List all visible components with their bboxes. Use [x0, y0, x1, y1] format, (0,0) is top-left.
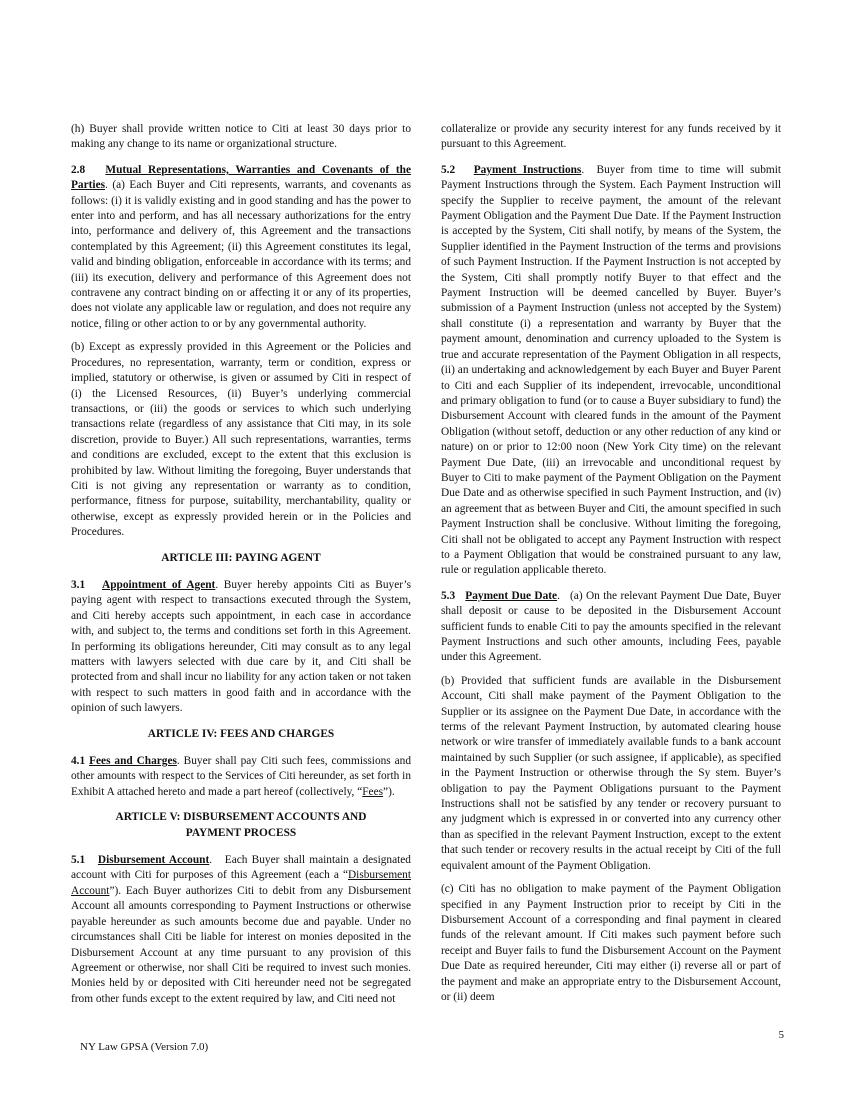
section-5-1: 5.1 Disbursement Account. Each Buyer shall maintain a designated account with Citi for purposes of this Agreement (each a “Disbursement Account”). Each Buyer authorizes Citi to debit from any Disbursement Account all amounts corresponding to Payment Instructions or otherwise payable hereunder as such amounts become due and payable. Under no circumstances shall Citi be liable for interest on monies deposited in the Disbursement Account at any time pursuant to any provision of this Agreement or otherwise, nor shall Citi be required to invest such monies. Monies held by or deposited with Citi hereunder need not be segregated from other funds except to the extent required by law, and Citi need not	[71, 854, 411, 1005]
section-4-1-title: Fees and Charges	[89, 755, 177, 768]
article-5-heading-line2: PAYMENT PROCESS	[185, 826, 297, 839]
section-3-1-text: Buyer hereby appoints Citi as Buyer’s paying agent with respect to transactions executed through the System, and Citi hereby accepts such appointment, in each case in accordance with, and subject to, the terms and conditions set forth in this Agreement. In performing its obligations hereunder, Citi may consult as to any legal matters with lawyers selected with due care by it, and Citi shall be protected from and shall incur no liability for any action taken or not taken with respect to such matters in good faith and in accordance with the opinion of such lawyers.	[71, 578, 412, 715]
section-3-1-title: Appointment of Agent	[102, 578, 216, 591]
section-3-1-number: 3.1	[71, 578, 86, 591]
section-2-8-text: (a) Each Buyer and Citi represents, warrants, and covenants as follows: (i) it is validly existing and in good standing and has the power to enter into and perform, and has all necessary authorizations for the entry into, performance and delivery of, this Agreement and the transactions contemplated by this Agreement; (ii) this Agreement constitutes its legal, valid and binding obligation, enforceable in accordance with its terms; and (iii) its execution, delivery and performance of this Agreement does not contravene any contract binding on or affecting it or any of its properties, does not violate any applicable law or regulation, and does not require any notice, filing or other action to or by any governmental authority.	[71, 179, 411, 330]
section-2-8-number: 2.8	[71, 163, 86, 176]
article-3-heading: ARTICLE III: PAYING AGENT	[161, 551, 321, 564]
footer-document-label: NY Law GPSA (Version 7.0)	[80, 1041, 209, 1053]
paragraph-continued: collateralize or provide any security interest for any funds received by it pursuant to this Agreement.	[441, 123, 781, 151]
section-4-1-text-end: ”).	[383, 785, 395, 798]
paragraph-5-3-b: (b) Provided that sufficient funds are available in the Disbursement Account, Citi shall make payment of the Payment Obligation to the Supplier or its assignee on the Payment Due Date, in accordance with the terms of the relevant Payment Instruction, by automated clearing house network or wire transfer of immediately available funds to a bank account maintained by such Supplier (or such assignee, if applicable), as specified in the Payment Instruction or otherwise through the Sy stem. Buyer’s obligation to pay the Payment Obligations pursuant to the Payment Instructions shall not be satisfied by any tender or recovery pursuant to any judgment which is expressed in or converted into any currency other than as specified in the relevant Payment Instruction, except to the extent that such tender or recovery results in the actual receipt by Citi of the full equivalent amount of the Payment Obligation.	[441, 674, 781, 872]
section-2-8: 2.8 Mutual Representations, Warranties and Covenants of the Parties. (a) Each Buyer and Citi represents, warrants, and covenants as follows: (i) it is validly existing and in good standing and has the power to enter into and perform, and has all necessary authorizations for the entry into, performance and delivery of, this Agreement and the transactions contemplated by this Agreement; (ii) this Agreement constitutes its legal, valid and binding obligation, enforceable in accordance with its terms; and (iii) its execution, delivery and performance of this Agreement does not contravene any contract binding on or affecting it or any of its properties, does not violate any applicable law or regulation, and does not require any notice, filing or other action to or by any governmental authority.	[71, 163, 411, 330]
section-5-1-number: 5.1	[71, 854, 86, 867]
section-4-1-defined-term: Fees	[362, 785, 384, 798]
article-5-heading	[71, 810, 411, 841]
section-5-1-text-end: ”). Each Buyer authorizes Citi to debit from any Disbursement Account all amounts corresponding to Payment Instructions or otherwise payable hereunder as such amounts become due and payable. Under no circumstances shall Citi be liable for interest on monies deposited in the Disbursement Account at any time pursuant to any provision of this Agreement or otherwise, nor shall Citi be required to invest such monies. Monies held by or deposited with Citi hereunder need not be segregated from other funds except to the extent required by law, and Citi need not	[71, 884, 411, 1005]
section-5-3: 5.3 Payment Due Date. (a) On the relevant Payment Due Date, Buyer shall deposit or cause to be deposited in the Disbursement Account sufficient funds to enable Citi to pay the amounts specified in the relevant Payment Instructions and such other amounts, including Fees, payable under this Agreement.	[441, 589, 782, 664]
section-4-1: 4.1 Fees and Charges. Buyer shall pay Citi such fees, commissions and other amounts with respect to the Services of Citi hereunder, as set forth in Exhibit A attached hereto and made a part hereof (collectively, “Fees”).	[71, 755, 411, 798]
section-2-8-title: Mutual Representations, Warranties and Covenants of the Parties	[71, 163, 411, 192]
section-5-2: 5.2 Payment Instructions. Buyer from time to time will submit Payment Instructions through the System. Each Payment Instruction will specify the Supplier to receive payment, the amount of the relevant Payment Obligation and the Payment Due Date. If the Payment Instruction is accepted by the System, Citi shall notify, by means of the System, the Supplier identified in the Payment Instruction of the terms and provisions of such Payment Instruction. If the Payment Instruction is not accepted by the System, Citi shall promptly notify Buyer to that effect and the Payment Instruction will be deemed cancelled by Buyer. Buyer’s submission of a Payment Instruction (unless not accepted by the System) shall constitute (i) a representation and warranty by Buyer that the payment amount, denomination and currency uploaded to the System is true and accurate representation of the Payment Obligation in all respects, (ii) an undertaking and acknowledgement by each Buyer and Buyer Parent to Citi and each Supplier of its independent, irrevocable, unconditional and primary obligation to fund (or to cause a Buyer subsidiary to fund) the Disbursement Account with cleared funds in the amount of the Payment Obligation (without setoff, deduction or any other reduction of any kind or nature) on or prior to 12:00 noon (New York City time) on the relevant Payment Due Date, (iii) an irrevocable and unconditional request by Buyer to Citi to make payment of the Payment Obligation on the Payment Due Date and as otherwise specified in such Payment Instruction, and (iv) an agreement that as between Buyer and Citi, the amount specified in such Payment Instruction shall be conclusive. Without limiting the foregoing, Citi shall not be obligated to accept any Payment Instruction with respect to a Payment Obligation that would be constrained pursuant to any law, rule or regulation applicable thereto.	[441, 163, 781, 577]
section-5-3-number: 5.3	[441, 589, 456, 602]
section-5-1-defined-term: Disbursement Account	[71, 869, 411, 897]
section-5-1-text: Each Buyer shall maintain a designated account with Citi for purposes of this Agreement (each a “	[71, 854, 411, 882]
article-5-heading-line1: ARTICLE V: DISBURSEMENT ACCOUNTS AND	[115, 811, 367, 824]
section-5-1-title: Disbursement Account	[97, 854, 210, 867]
left-column	[71, 122, 411, 1015]
section-5-2-title: Payment Instructions	[473, 163, 582, 176]
paragraph-h: (h) Buyer shall provide written notice to Citi at least 30 days prior to making any change to its name or organizational structure.	[71, 123, 411, 151]
section-4-1-text: Buyer shall pay Citi such fees, commissions and other amounts with respect to the Services of Citi hereunder, as set forth in Exhibit A attached hereto and made a part hereof (collectively, “	[71, 755, 411, 798]
section-3-1: 3.1 Appointment of Agent. Buyer hereby appoints Citi as Buyer’s paying agent with respect to transactions executed through the System, and Citi hereby accepts such appointment, in each case in accordance with, and subject to, the terms and conditions set forth in this Agreement. In performing its obligations hereunder, Citi may consult as to any legal matters with lawyers selected with due care by it, and Citi shall be protected from and shall incur no liability for any action taken or not taken with respect to such matters in good faith and in accordance with the opinion of such lawyers.	[71, 578, 412, 715]
paragraph-b: (b) Except as expressly provided in this Agreement or the Policies and Procedures, no representation, warranty, term or condition, express or implied, statutory or otherwise, is given or assumed by Citi in respect of (i) the Licensed Resources, (ii) Buyer’s underlying commercial transactions, or (iii) the goods or services to which such underlying transactions relate (regardless of any assistance that Citi may, in its sole discretion, provide to Buyer.) All such representations, warranties, terms and conditions are excluded, except to the extent that this exclusion is prohibited by law. Without limiting the foregoing, Buyer understands that Citi is not giving any representation or warranty as to condition, performance, fitness for purpose, suitability, merchantability, quality or otherwise, except as expressly provided herein or in the Policies and Procedures.	[71, 341, 411, 539]
right-column	[441, 122, 781, 1013]
page-number: 5	[778, 1029, 784, 1041]
section-5-3-title: Payment Due Date	[465, 589, 558, 602]
article-4-heading: ARTICLE IV: FEES AND CHARGES	[147, 727, 335, 740]
paragraph-5-3-c: (c) Citi has no obligation to make payment of the Payment Obligation specified in any Payment Instruction prior to receipt by Citi in the Disbursement Account of a corresponding and final payment in cleared funds of the relevant amount. If Citi makes such payment before such receipt and Buyer fails to fund the Disbursement Account on the Payment Due Date as required hereunder, Citi may either (i) reverse all or part of the payment and make an appropriate entry to the Disbursement Account, or (ii) deem	[441, 883, 781, 1003]
section-5-2-number: 5.2	[441, 163, 456, 176]
section-4-1-number: 4.1	[71, 755, 86, 768]
section-5-2-text: Buyer from time to time will submit Payment Instructions through the System. Each Payment Instruction will specify the Supplier to receive payment, the amount of the relevant Payment Obligation and the Payment Due Date. If the Payment Instruction is accepted by the System, Citi shall notify, by means of the System, the Supplier identified in the Payment Instruction of the terms and provisions of such Payment Instruction. If the Payment Instruction is not accepted by the System, Citi shall promptly notify Buyer to that effect and the Payment Instruction will be deemed cancelled by Buyer. Buyer’s submission of a Payment Instruction (unless not accepted by the System) shall constitute (i) a representation and warranty by Buyer that the payment amount, denomination and currency uploaded to the System is true and accurate representation of the Payment Obligation in all respects, (ii) an undertaking and acknowledgement by each Buyer and Buyer Parent to Citi and each Supplier of its independent, irrevocable, unconditional and primary obligation to fund (or to cause a Buyer subsidiary to fund) the Disbursement Account with cleared funds in the amount of the Payment Obligation (without setoff, deduction or any other reduction of any kind or nature) on or prior to 12:00 noon (New York City time) on the relevant Payment Due Date, (iii) an irrevocable and unconditional request by Buyer to Citi to make payment of the Payment Obligation on the Payment Due Date and as otherwise specified in such Payment Instruction, and (iv) an agreement that as between Buyer and Citi, the amount specified in such Payment Instruction shall be conclusive. Without limiting the foregoing, Citi shall not be obligated to accept any Payment Instruction with respect to a Payment Obligation that would be constrained pursuant to any law, rule or regulation applicable thereto.	[441, 163, 781, 577]
section-5-3-text: (a) On the relevant Payment Due Date, Buyer shall deposit or cause to be deposited in the Disbursement Account sufficient funds to enable Citi to pay the amounts specified in the relevant Payment Instructions and such other amounts, including Fees, payable under this Agreement.	[441, 589, 782, 664]
